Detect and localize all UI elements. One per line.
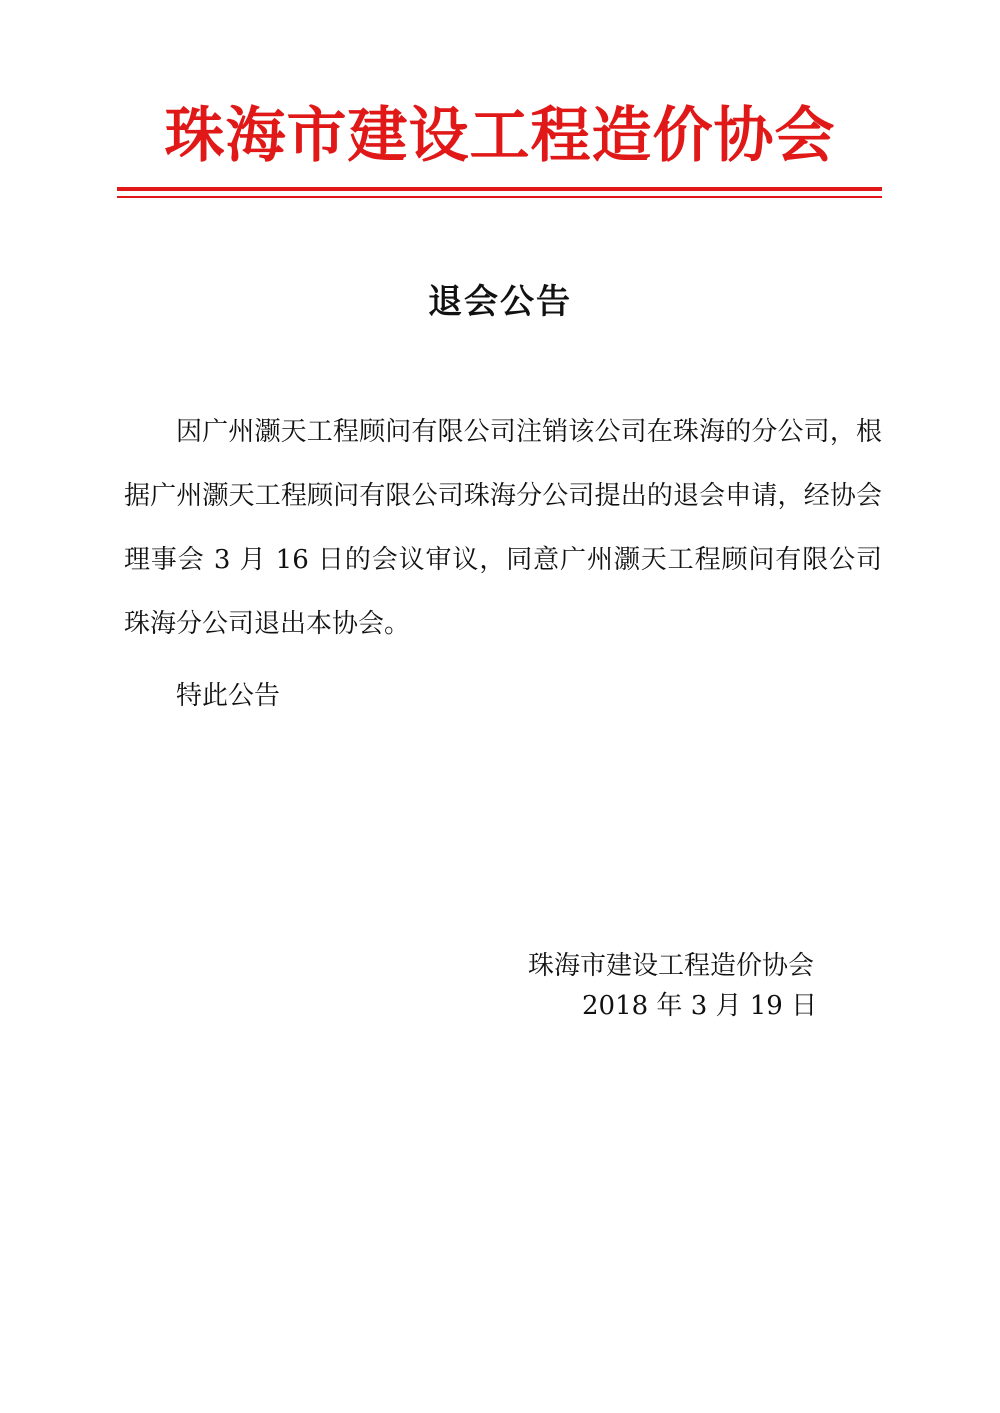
letterhead-rule-thin (117, 196, 882, 198)
notice-closing: 特此公告 (176, 681, 281, 711)
signature-org: 珠海市建设工程造价协会 (528, 951, 815, 981)
letterhead-org-name: 珠海市建设工程造价协会 (164, 101, 836, 171)
notice-body: 因广州灏天工程顾问有限公司注销该公司在珠海的分公司，根据广州灏天工程顾问有限公司珠海分公司提出的退会申请，经协会理事会 3 月 16 日的会议审议，同意广州灏天工程顾问有限公司珠海分公司退出本协会。 (124, 417, 882, 639)
signature-date: 2018 年 3 月 19 日 (582, 991, 818, 1021)
notice-title: 退会公告 (428, 282, 572, 322)
letterhead-rule-thick (117, 187, 882, 191)
